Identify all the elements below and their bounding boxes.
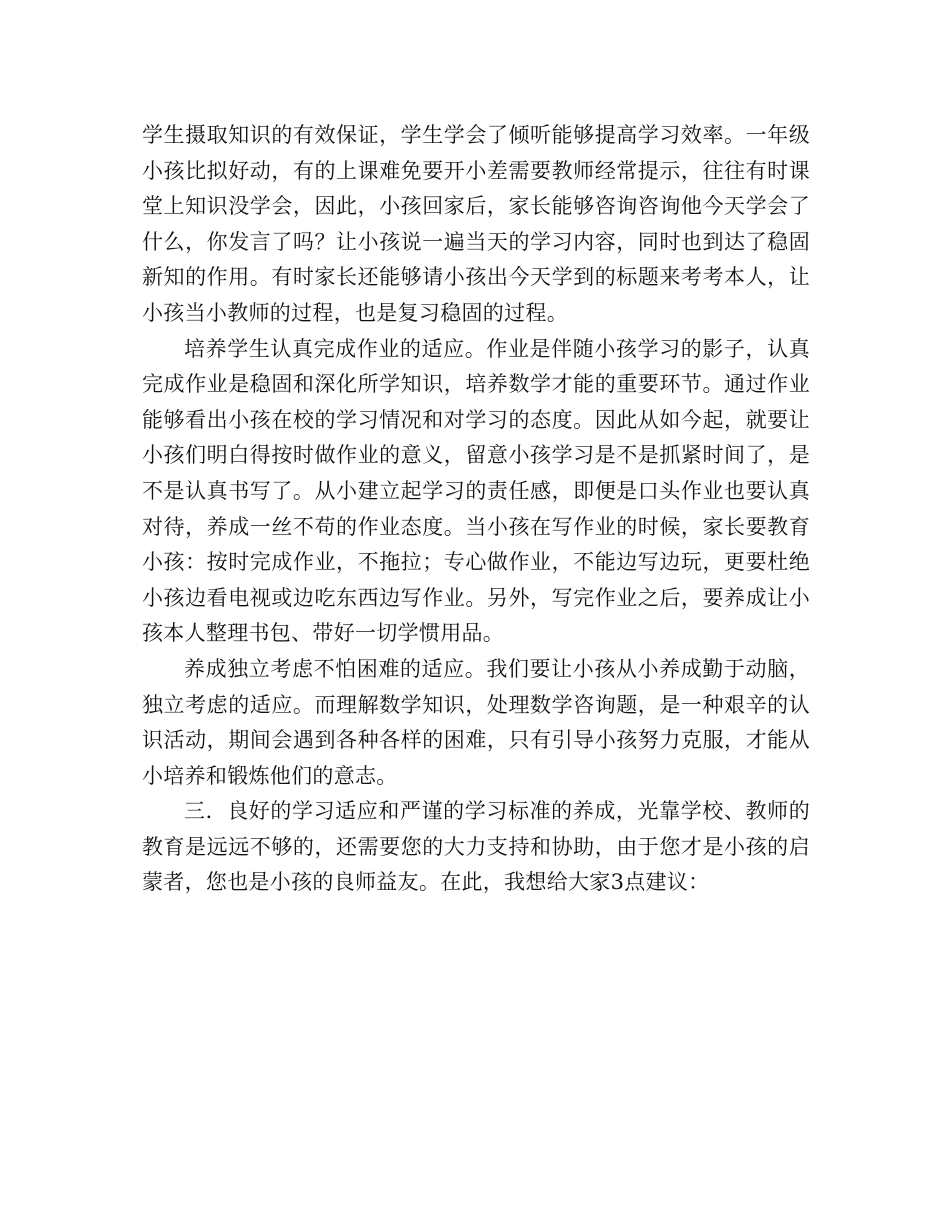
paragraph-independent-thinking: 养成独立考虑不怕困难的适应。我们要让小孩从小养成勤于动脑，独立考虑的适应。而理解数学知识，处理数学咨询题，是一种艰辛的认识活动，期间会遇到各种各样的困难，只有引导小孩努力克服，才能从小培养和锻炼他们的意志。 [142,656,810,788]
paragraph-study-review: 学生摄取知识的有效保证，学生学会了倾听能够提高学习效率。一年级小孩比拟好动，有的上课难免要开小差需要教师经常提示，往往有时课堂上知识没学会，因此，小孩回家后，家长能够咨询咨询他今天学会了什么，你发言了吗？让小孩说一遍当天的学习内容，同时也到达了稳固新知的作用。有时家长还能够请小孩出今天学到的标题来考考本人，让小孩当小教师的过程，也是复习稳固的过程。 [142,123,810,325]
paragraph-homework-habit: 培养学生认真完成作业的适应。作业是伴随小孩学习的影子，认真完成作业是稳固和深化所学知识，培养数学才能的重要环节。通过作业能够看出小孩在校的学习情况和对学习的态度。因此从如今起，就要让小孩们明白得按时做作业的意义，留意小孩学习是不是抓紧时间了，是不是认真书写了。从小建立起学习的责任感，即便是口头作业也要认真对待，养成一丝不苟的作业态度。当小孩在写作业的时候，家长要教育小孩：按时完成作业，不拖拉；专心做作业，不能边写边玩，更要杜绝小孩边看电视或边吃东西边写作业。另外，写完作业之后，要养成让小孩本人整理书包、带好一切学惯用品。 [142,336,810,646]
body-text [142,118,810,901]
paragraph-parent-suggestions: 三．良好的学习适应和严谨的学习标准的养成，光靠学校、教师的教育是远远不够的，还需要您的大力支持和协助，由于您才是小孩的启蒙者，您也是小孩的良师益友。在此，我想给大家3点建议： [142,799,810,895]
